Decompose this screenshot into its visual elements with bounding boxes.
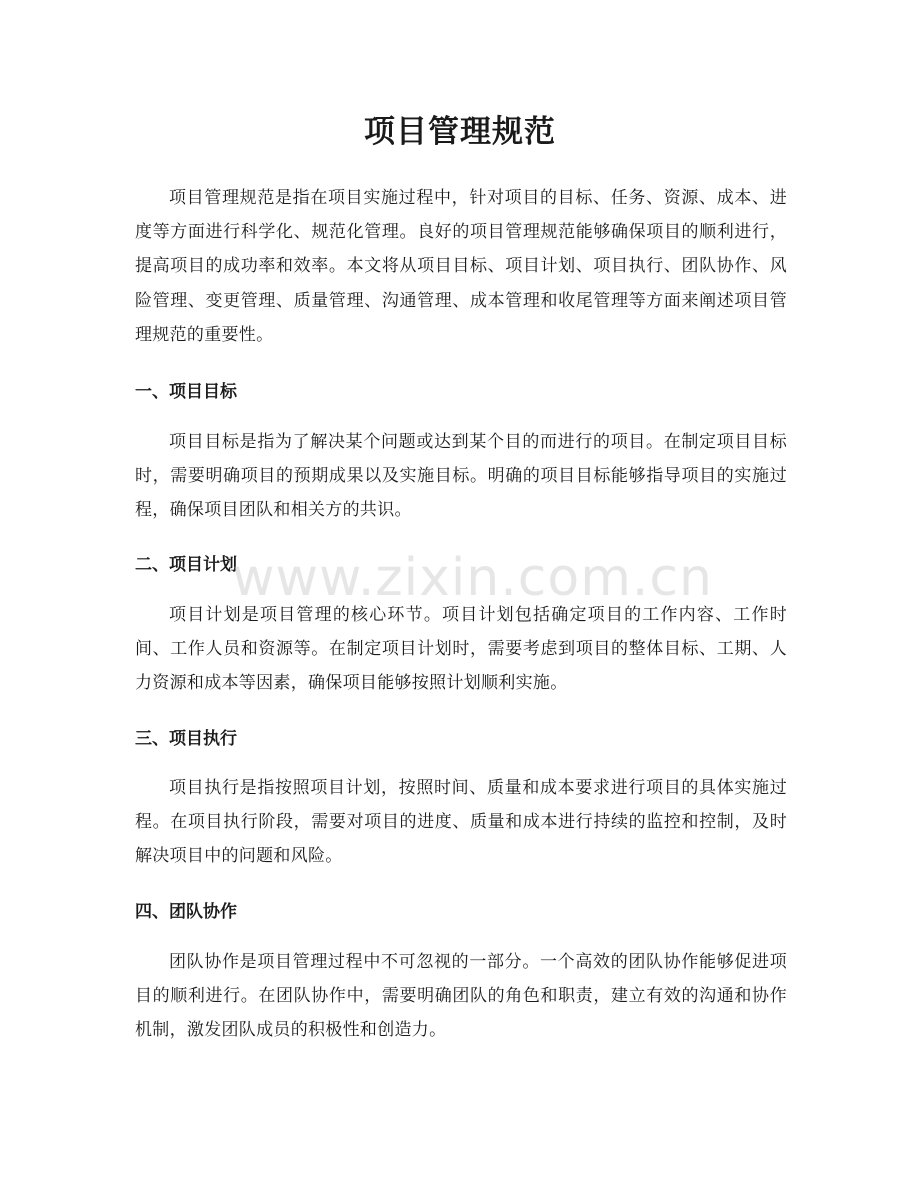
section-body-plan: 项目计划是项目管理的核心环节。项目计划包括确定项目的工作内容、工作时间、工作人员和资源等。在制定项目计划时，需要考虑到项目的整体目标、工期、人力资源和成本等因素，确保项目能够按照计划顺利实施。 <box>135 605 787 694</box>
section-heading-teamwork: 四、团队协作 <box>135 902 237 922</box>
section-heading-goals: 一、项目目标 <box>135 382 237 402</box>
section-body-execution: 项目执行是指按照项目计划，按照时间、质量和成本要求进行项目的具体实施过程。在项目执行阶段，需要对项目的进度、质量和成本进行持续的监控和控制，及时解决项目中的问题和风险。 <box>135 778 787 867</box>
intro-paragraph: 项目管理规范是指在项目实施过程中，针对项目的目标、任务、资源、成本、进度等方面进行科学化、规范化管理。良好的项目管理规范能够确保项目的顺利进行，提高项目的成功率和效率。本文将从项目目标、项目计划、项目执行、团队协作、风险管理、变更管理、质量管理、沟通管理、成本管理和收尾管理等方面来阐述项目管理规范的重要性。 <box>135 188 787 345</box>
section-heading-execution: 三、项目执行 <box>135 729 237 749</box>
section-body-teamwork: 团队协作是项目管理过程中不可忽视的一部分。一个高效的团队协作能够促进项目的顺利进行。在团队协作中，需要明确团队的角色和职责，建立有效的沟通和协作机制，激发团队成员的积极性和创造力。 <box>135 952 787 1041</box>
watermark-text: www.zixin.com.cn <box>232 548 713 608</box>
section-heading-plan: 二、项目计划 <box>135 555 237 575</box>
document-title: 项目管理规范 <box>364 114 556 150</box>
section-body-goals: 项目目标是指为了解决某个问题或达到某个目的而进行的项目。在制定项目目标时，需要明确项目的预期成果以及实施目标。明确的项目目标能够指导项目的实施过程，确保项目团队和相关方的共识。 <box>135 432 787 521</box>
